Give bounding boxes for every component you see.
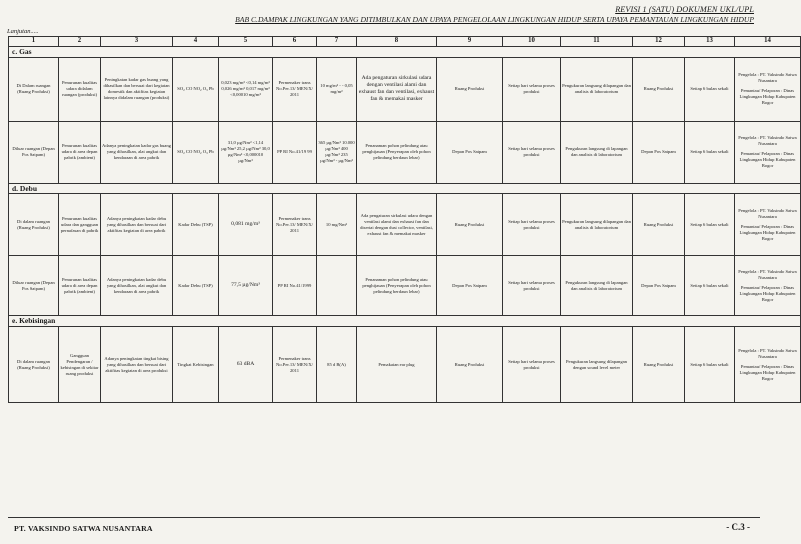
management-effort-cell: Pemakaian ear plug: [357, 327, 437, 403]
section-title: d. Debu: [9, 183, 801, 194]
monitoring-period-cell: Setiap 6 bulan sekali: [685, 121, 735, 183]
location-cell: Di Dalam ruangan (Ruang Produksi): [9, 57, 59, 121]
measured-value-cell: 63 dBA: [219, 327, 273, 403]
management-effort-cell: Ada pengaturan sirkulasi udara dengan ventilasi alami dan exhaust fan dan ventilasi, exhaust fan & memakai masker: [357, 57, 437, 121]
column-number: 14: [735, 37, 801, 47]
institution-cell: [735, 256, 801, 316]
table-row: [9, 121, 801, 183]
management-effort-cell: Penanaman pohon pelindung atau penghijauan (Penyerapan oleh pohon pelindung berdaun lebar): [357, 121, 437, 183]
impact-cell: Penurunan kualitas udara didalam ruangan (produksi): [59, 57, 101, 121]
regulation-cell: Permenaker trans No.Per.13/ MEN/X/ 2011: [273, 327, 317, 403]
column-number: 12: [633, 37, 685, 47]
threshold-cell: 10 mg/m³ - - 0,05 mg/m³: [317, 57, 357, 121]
monitoring-period-cell: Setiap 6 bulan sekali: [685, 57, 735, 121]
table-row: [9, 327, 801, 403]
management-period-cell: Setiap hari selama proses produksi: [503, 121, 561, 183]
source-cell: Adanya peningkatan tingkat bising yang dihasilkan dan bersuai dari aktifitas kegiatan di area produksi: [101, 327, 173, 403]
continuation-label: Lanjutan.....: [7, 28, 39, 35]
location-cell: Di dalam ruangan (Ruang Produksi): [9, 194, 59, 256]
management-location-cell: Depan Pos Satpam: [437, 121, 503, 183]
column-number: 5: [219, 37, 273, 47]
monitoring-location-cell: Depan Pos Satpam: [633, 256, 685, 316]
threshold-cell: [317, 256, 357, 316]
institution-cell: [735, 194, 801, 256]
column-number: 9: [437, 37, 503, 47]
monitoring-method-cell: Pengukuran langsung dilapangan dan analisis di laboratorium: [561, 57, 633, 121]
supervisor-text: Pemantau/ Pelaporan : Dinas Lingkungan Hidup Kabupaten Bogor: [739, 151, 796, 169]
column-number: 3: [101, 37, 173, 47]
section-header-row: [9, 183, 801, 194]
measured-value-cell: 31,0 µg/Nm³ <1,14 µg/Nm³ 25,2 µg/Nm³ 30,0 µg/Nm³ <0,000010 µg/Nm³: [219, 121, 273, 183]
table-row: [9, 256, 801, 316]
management-location-cell: Ruang Produksi: [437, 327, 503, 403]
measured-value-cell: 0,081 mg/m³: [219, 194, 273, 256]
management-period-cell: Setiap hari selama proses produksi: [503, 194, 561, 256]
management-location-cell: Ruang Produksi: [437, 57, 503, 121]
measured-value-cell: 0,023 mg/m³ <0,14 mg/m³ 0,026 mg/m³ 0,017 mg/m³ <0,00010 mg/m³: [219, 57, 273, 121]
manager-text: Pengelola : PT. Vaksindo Satwa Nusantara: [738, 268, 797, 280]
manager-text: Pengelola : PT. Vaksindo Satwa Nusantara: [738, 72, 797, 84]
institution-cell: [735, 57, 801, 121]
environmental-management-table: [8, 36, 801, 403]
regulation-cell: PP RI No.41/1999: [273, 256, 317, 316]
column-number-row: [9, 37, 801, 47]
monitoring-location-cell: Depan Pos Satpam: [633, 121, 685, 183]
management-period-cell: Setiap hari selama proses produksi: [503, 256, 561, 316]
section-title: c. Gas: [9, 46, 801, 57]
monitoring-location-cell: Ruang Produksi: [633, 194, 685, 256]
column-number: 10: [503, 37, 561, 47]
management-effort-cell: Ada pengaturan sirkulasi udara dengan ventilasi alami dan exhaust fan dan disertai dengan dust collector, ventilasi, exhaust fan & memakai masker: [357, 194, 437, 256]
source-cell: Adanya peningkatan kadar gas buang yang dihasilkan, alat angkut dan kendaraan di area pabrik: [101, 121, 173, 183]
management-period-cell: Setiap hari selama proses produksi: [503, 327, 561, 403]
monitoring-method-cell: Pengukuran langsung dilapangan dan analisis di laboratorium: [561, 194, 633, 256]
source-cell: Adanya peningkatan kadar debu yang dihasilkan, alat angkut dan kendaraan di area pabrik: [101, 256, 173, 316]
regulation-cell: PP RI No.41/19 99: [273, 121, 317, 183]
source-cell: Adanya peningkatan kadar debu yang dihasilkan dan bersuai dari aktifitas kegiatan di area pabrik: [101, 194, 173, 256]
table-row: [9, 194, 801, 256]
parameter-cell: Kadar Debu (TSP): [173, 194, 219, 256]
monitoring-method-cell: Pengukuran langsung dilapangan dengan sound level meter: [561, 327, 633, 403]
monitoring-period-cell: Setiap 6 bulan sekali: [685, 194, 735, 256]
institution-cell: [735, 327, 801, 403]
monitoring-location-cell: Ruang Produksi: [633, 57, 685, 121]
section-header-row: [9, 46, 801, 57]
measured-value-cell: 77,5 µg/Nm³: [219, 256, 273, 316]
section-title: e. Kebisingan: [9, 316, 801, 327]
regulation-cell: Permenaker trans No.Per.13/ MEN/X/ 2011: [273, 57, 317, 121]
parameter-cell: Tingkat Kebisingan: [173, 327, 219, 403]
management-location-cell: Ruang Produksi: [437, 194, 503, 256]
revision-title: REVISI 1 (SATU) DOKUMEN UKL/UPL: [615, 5, 754, 14]
source-cell: Peningkatan kadar gas buang yang dihasilkan dan bersuai dari kegiatan domestik dan aktifitas kegiatan lainnya didalam ruangan (produksi): [101, 57, 173, 121]
table-row: [9, 57, 801, 121]
regulation-cell: Permenaker trans No.Per.13/ MEN/X/ 2011: [273, 194, 317, 256]
management-effort-cell: Penanaman pohon pelindung atau penghijauan (Penyerapan oleh pohon pelindung berdaun lebar): [357, 256, 437, 316]
supervisor-text: Pemantau/ Pelaporan : Dinas Lingkungan Hidup Kabupaten Bogor: [739, 223, 796, 241]
impact-cell: Penurunan kualitas udara di area depan pabrik (ambient): [59, 121, 101, 183]
management-location-cell: Depan Pos Satpam: [437, 256, 503, 316]
column-number: 8: [357, 37, 437, 47]
column-number: 13: [685, 37, 735, 47]
parameter-cell: Kadar Debu (TSP): [173, 256, 219, 316]
institution-cell: [735, 121, 801, 183]
column-number: 1: [9, 37, 59, 47]
threshold-cell: 365 µg/Nm³ 10.000 µg/Nm³ 400 µg/Nm³ 235 µg/Nm³ - µg/Nm³: [317, 121, 357, 183]
impact-cell: Penurunan kualitas udara di area depan pabrik (ambient): [59, 256, 101, 316]
parameter-cell: SO₂ CO NO₂ O₃ Pb: [173, 121, 219, 183]
supervisor-text: Pemantau/ Pelaporan : Dinas Lingkungan Hidup Kabupaten Bogor: [739, 363, 796, 381]
footer-divider: [8, 517, 760, 518]
monitoring-method-cell: Pengukuran langsung di lapangan dan analisis di laboratorium: [561, 121, 633, 183]
supervisor-text: Pemantau/ Pelaporan : Dinas Lingkungan Hidup Kabupaten Bogor: [739, 88, 796, 106]
manager-text: Pengelola : PT. Vaksindo Satwa Nusantara: [738, 347, 797, 359]
page-number: - C.3 -: [726, 522, 750, 532]
location-cell: Diluar ruangan (Depan Pos Satpam): [9, 256, 59, 316]
monitoring-period-cell: Setiap 6 bulan sekali: [685, 327, 735, 403]
supervisor-text: Pemantau/ Pelaporan : Dinas Lingkungan Hidup Kabupaten Bogor: [739, 284, 796, 302]
threshold-cell: 10 mg/Nm³: [317, 194, 357, 256]
monitoring-period-cell: Setiap 6 bulan sekali: [685, 256, 735, 316]
section-header-row: [9, 316, 801, 327]
column-number: 7: [317, 37, 357, 47]
company-name: PT. VAKSINDO SATWA NUSANTARA: [14, 524, 153, 533]
management-period-cell: Setiap hari selama proses produksi: [503, 57, 561, 121]
column-number: 4: [173, 37, 219, 47]
impact-cell: Penurunan kualitas udara dan gangguan pernafasan di pabrik: [59, 194, 101, 256]
column-number: 2: [59, 37, 101, 47]
parameter-cell: SO₂ CO NO₂ O₃ Pb: [173, 57, 219, 121]
manager-text: Pengelola : PT. Vaksindo Satwa Nusantara: [738, 207, 797, 219]
threshold-cell: 85 d B(A): [317, 327, 357, 403]
monitoring-method-cell: Pengukuran langsung di lapangan dan analisis di laboratorium: [561, 256, 633, 316]
impact-cell: Gangguan Pendengaran / kebisingan di sekitar ruang produksi: [59, 327, 101, 403]
manager-text: Pengelola : PT. Vaksindo Satwa Nusantara: [738, 135, 797, 147]
column-number: 6: [273, 37, 317, 47]
chapter-title: BAB C.DAMPAK LINGKUNGAN YANG DITIMBULKAN DAN UPAYA PENGELOLAAN LINGKUNGAN HIDUP SERTA UPAYA PEMANTAUAN LINGKUNGAN HIDUP: [235, 15, 754, 24]
monitoring-location-cell: Ruang Produksi: [633, 327, 685, 403]
location-cell: Di dalam ruangan (Ruang Produksi): [9, 327, 59, 403]
column-number: 11: [561, 37, 633, 47]
location-cell: Diluar ruangan (Depan Pos Satpam): [9, 121, 59, 183]
